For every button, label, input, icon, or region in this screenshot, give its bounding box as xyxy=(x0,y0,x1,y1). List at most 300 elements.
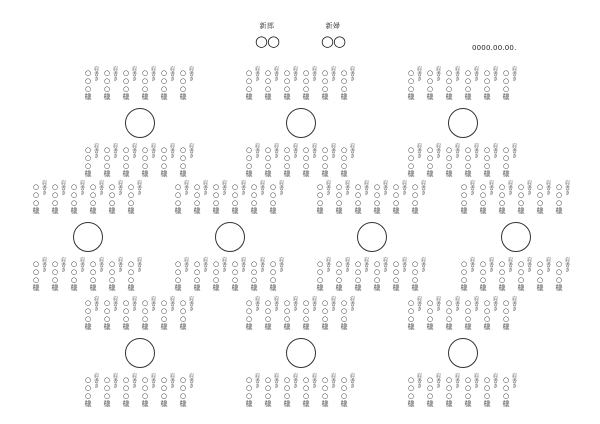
guest-name: ○○○様 xyxy=(502,146,510,177)
guest-name: ○○○様 xyxy=(32,260,40,291)
guest-seat xyxy=(282,143,301,177)
guest-seat xyxy=(140,66,159,100)
guest-seat xyxy=(339,66,358,100)
guest-title: 肩書き xyxy=(60,257,66,272)
guest-title: 肩書き xyxy=(545,180,551,195)
seat-row-bottom xyxy=(244,143,358,177)
guest-seat xyxy=(459,257,478,291)
guest-name: ○○○様 xyxy=(502,376,510,407)
guest-title: 肩書き xyxy=(188,373,194,388)
guest-name: ○○○様 xyxy=(483,376,491,407)
guest-name: ○○○様 xyxy=(51,260,59,291)
guest-name: ○○○様 xyxy=(555,260,563,291)
guest-seat xyxy=(463,373,482,407)
guest-title: 肩書き xyxy=(98,257,104,272)
guest-seat xyxy=(497,257,516,291)
guest-name: ○○○様 xyxy=(426,299,434,330)
guest-name: ○○○様 xyxy=(445,299,453,330)
guest-title: 肩書き xyxy=(240,180,246,195)
guest-seat xyxy=(121,66,140,100)
guest-seat xyxy=(230,257,249,291)
guest-name: ○○○様 xyxy=(460,183,468,214)
guest-title: 肩書き xyxy=(117,257,123,272)
guest-name: ○○○様 xyxy=(264,376,272,407)
guest-title: 肩書き xyxy=(254,66,260,81)
guest-title: 肩書き xyxy=(416,66,422,81)
guest-name: ○○○様 xyxy=(122,376,130,407)
guest-title: 肩書き xyxy=(507,257,513,272)
guest-title: 肩書き xyxy=(188,66,194,81)
guest-seat xyxy=(516,180,535,214)
guest-name: ○○○様 xyxy=(498,260,506,291)
guest-name: ○○○様 xyxy=(160,299,168,330)
guest-seat xyxy=(554,257,573,291)
guest-name: ○○○様 xyxy=(84,69,92,100)
guest-seat xyxy=(192,257,211,291)
bride-block xyxy=(313,22,353,49)
guest-seat xyxy=(173,180,192,214)
guest-name: ○○○様 xyxy=(245,69,253,100)
guest-seat xyxy=(263,296,282,330)
guest-name: ○○○様 xyxy=(302,299,310,330)
guest-seat xyxy=(244,66,263,100)
guest-title: 肩書き xyxy=(93,143,99,158)
guest-title: 肩書き xyxy=(60,180,66,195)
guest-seat xyxy=(211,180,230,214)
guest-name: ○○○様 xyxy=(103,146,111,177)
guest-title: 肩書き xyxy=(169,373,175,388)
guest-seat xyxy=(320,66,339,100)
guest-title: 肩書き xyxy=(254,373,260,388)
guest-title: 肩書き xyxy=(278,257,284,272)
round-table xyxy=(501,222,531,252)
guest-name: ○○○様 xyxy=(84,376,92,407)
guest-seat xyxy=(315,180,334,214)
groom-name: ○○ xyxy=(254,32,280,50)
guest-name: ○○○様 xyxy=(32,183,40,214)
guest-name: ○○○様 xyxy=(407,146,415,177)
guest-title: 肩書き xyxy=(435,373,441,388)
guest-name: ○○○様 xyxy=(340,69,348,100)
guest-title: 肩書き xyxy=(254,296,260,311)
guest-title: 肩書き xyxy=(382,257,388,272)
guest-seat xyxy=(282,373,301,407)
guest-title: 肩書き xyxy=(325,180,331,195)
guest-name: ○○○様 xyxy=(517,260,525,291)
guest-name: ○○○様 xyxy=(464,69,472,100)
guest-title: 肩書き xyxy=(150,373,156,388)
guest-name: ○○○様 xyxy=(283,299,291,330)
guest-name: ○○○様 xyxy=(84,146,92,177)
guest-name: ○○○様 xyxy=(479,183,487,214)
guest-name: ○○○様 xyxy=(141,69,149,100)
round-table xyxy=(73,222,103,252)
guest-name: ○○○様 xyxy=(179,376,187,407)
guest-seat xyxy=(459,180,478,214)
guest-seat xyxy=(121,373,140,407)
guest-name: ○○○様 xyxy=(536,183,544,214)
guest-name: ○○○様 xyxy=(483,146,491,177)
guest-title: 肩書き xyxy=(136,180,142,195)
guest-name: ○○○様 xyxy=(464,299,472,330)
guest-title: 肩書き xyxy=(150,66,156,81)
guest-name: ○○○様 xyxy=(502,69,510,100)
guest-title: 肩書き xyxy=(511,373,517,388)
guest-title: 肩書き xyxy=(511,296,517,311)
guest-seat xyxy=(334,257,353,291)
guest-title: 肩書き xyxy=(473,296,479,311)
guest-seat xyxy=(230,180,249,214)
guest-title: 肩書き xyxy=(202,180,208,195)
guest-name: ○○○様 xyxy=(283,146,291,177)
guest-seat xyxy=(249,180,268,214)
guest-name: ○○○様 xyxy=(464,146,472,177)
guest-seat xyxy=(126,180,145,214)
guest-name: ○○○様 xyxy=(426,146,434,177)
guest-seat xyxy=(410,180,429,214)
guest-name: ○○○様 xyxy=(483,69,491,100)
round-table xyxy=(286,338,316,368)
guest-title: 肩書き xyxy=(169,66,175,81)
guest-name: ○○○様 xyxy=(212,183,220,214)
guest-title: 肩書き xyxy=(401,257,407,272)
guest-title: 肩書き xyxy=(454,296,460,311)
guest-seat xyxy=(315,257,334,291)
guest-title: 肩書き xyxy=(259,257,265,272)
guest-title: 肩書き xyxy=(273,296,279,311)
guest-seat xyxy=(83,373,102,407)
guest-title: 肩書き xyxy=(545,257,551,272)
guest-seat xyxy=(406,296,425,330)
guest-title: 肩書き xyxy=(454,143,460,158)
guest-title: 肩書き xyxy=(416,296,422,311)
guest-title: 肩書き xyxy=(202,257,208,272)
guest-name: ○○○様 xyxy=(407,376,415,407)
round-table xyxy=(286,108,316,138)
guest-title: 肩書き xyxy=(112,143,118,158)
guest-seat xyxy=(501,66,520,100)
guest-name: ○○○様 xyxy=(103,69,111,100)
guest-name: ○○○様 xyxy=(127,260,135,291)
guest-title: 肩書き xyxy=(564,180,570,195)
guest-name: ○○○様 xyxy=(340,376,348,407)
guest-name: ○○○様 xyxy=(245,376,253,407)
bride-name: ○○ xyxy=(320,32,346,50)
guest-seat xyxy=(372,257,391,291)
guest-title: 肩書き xyxy=(382,180,388,195)
guest-seat xyxy=(320,296,339,330)
guest-name: ○○○様 xyxy=(335,260,343,291)
guest-seat xyxy=(50,257,69,291)
guest-title: 肩書き xyxy=(435,143,441,158)
seat-row-top xyxy=(83,296,197,330)
guest-seat xyxy=(406,66,425,100)
guest-seat xyxy=(121,296,140,330)
round-table xyxy=(448,338,478,368)
guest-title: 肩書き xyxy=(183,257,189,272)
guest-title: 肩書き xyxy=(325,257,331,272)
seat-row-bottom xyxy=(459,257,573,291)
guest-name: ○○○様 xyxy=(250,183,258,214)
guest-title: 肩書き xyxy=(473,66,479,81)
guest-name: ○○○様 xyxy=(302,146,310,177)
guest-name: ○○○様 xyxy=(483,299,491,330)
guest-title: 肩書き xyxy=(112,66,118,81)
guest-seat xyxy=(159,66,178,100)
guest-title: 肩書き xyxy=(349,66,355,81)
guest-title: 肩書き xyxy=(473,373,479,388)
guest-title: 肩書き xyxy=(492,373,498,388)
guest-name: ○○○様 xyxy=(103,299,111,330)
guest-seat xyxy=(83,66,102,100)
guest-name: ○○○様 xyxy=(179,69,187,100)
guest-title: 肩書き xyxy=(131,296,137,311)
guest-seat xyxy=(372,180,391,214)
seat-row-top xyxy=(244,296,358,330)
guest-name: ○○○様 xyxy=(392,260,400,291)
guest-seat xyxy=(83,296,102,330)
guest-seat xyxy=(159,143,178,177)
guest-name: ○○○様 xyxy=(354,183,362,214)
guest-name: ○○○様 xyxy=(426,69,434,100)
guest-seat xyxy=(425,66,444,100)
guest-title: 肩書き xyxy=(492,143,498,158)
guest-title: 肩書き xyxy=(349,373,355,388)
guest-name: ○○○様 xyxy=(84,299,92,330)
guest-title: 肩書き xyxy=(93,66,99,81)
guest-name: ○○○様 xyxy=(321,69,329,100)
seat-row-top xyxy=(31,180,145,214)
guest-title: 肩書き xyxy=(492,296,498,311)
guest-seat xyxy=(263,143,282,177)
guest-seat xyxy=(482,143,501,177)
guest-name: ○○○様 xyxy=(212,260,220,291)
guest-name: ○○○様 xyxy=(536,260,544,291)
guest-seat xyxy=(482,66,501,100)
seat-row-top xyxy=(406,296,520,330)
guest-name: ○○○様 xyxy=(89,260,97,291)
guest-title: 肩書き xyxy=(273,143,279,158)
guest-title: 肩書き xyxy=(131,143,137,158)
guest-name: ○○○様 xyxy=(340,299,348,330)
guest-name: ○○○様 xyxy=(141,299,149,330)
guest-seat xyxy=(425,373,444,407)
guest-name: ○○○様 xyxy=(245,146,253,177)
guest-name: ○○○様 xyxy=(445,69,453,100)
guest-seat xyxy=(410,257,429,291)
guest-seat xyxy=(31,257,50,291)
guest-title: 肩書き xyxy=(93,296,99,311)
guest-title: 肩書き xyxy=(93,373,99,388)
guest-seat xyxy=(159,296,178,330)
guest-seat xyxy=(69,257,88,291)
guest-name: ○○○様 xyxy=(231,183,239,214)
guest-seat xyxy=(178,296,197,330)
guest-seat xyxy=(88,257,107,291)
guest-name: ○○○様 xyxy=(354,260,362,291)
guest-name: ○○○様 xyxy=(179,299,187,330)
guest-name: ○○○様 xyxy=(335,183,343,214)
guest-name: ○○○様 xyxy=(89,183,97,214)
guest-seat xyxy=(178,66,197,100)
guest-name: ○○○様 xyxy=(460,260,468,291)
guest-name: ○○○様 xyxy=(264,146,272,177)
guest-seat xyxy=(244,296,263,330)
guest-name: ○○○様 xyxy=(445,146,453,177)
guest-seat xyxy=(301,373,320,407)
guest-title: 肩書き xyxy=(292,143,298,158)
guest-seat xyxy=(69,180,88,214)
guest-name: ○○○様 xyxy=(373,183,381,214)
guest-seat xyxy=(173,257,192,291)
guest-name: ○○○様 xyxy=(108,183,116,214)
guest-name: ○○○様 xyxy=(321,299,329,330)
guest-seat xyxy=(263,66,282,100)
guest-name: ○○○様 xyxy=(160,376,168,407)
guest-seat xyxy=(249,257,268,291)
guest-seat xyxy=(244,373,263,407)
guest-name: ○○○様 xyxy=(179,146,187,177)
guest-seat xyxy=(121,143,140,177)
guest-seat xyxy=(516,257,535,291)
guest-seat xyxy=(554,180,573,214)
guest-title: 肩書き xyxy=(311,66,317,81)
guest-seat xyxy=(353,180,372,214)
guest-title: 肩書き xyxy=(507,180,513,195)
guest-name: ○○○様 xyxy=(302,376,310,407)
guest-name: ○○○様 xyxy=(321,376,329,407)
guest-name: ○○○様 xyxy=(283,69,291,100)
guest-title: 肩書き xyxy=(240,257,246,272)
guest-title: 肩書き xyxy=(169,296,175,311)
guest-seat xyxy=(140,373,159,407)
guest-name: ○○○様 xyxy=(264,299,272,330)
guest-seat xyxy=(31,180,50,214)
guest-name: ○○○様 xyxy=(445,376,453,407)
guest-seat xyxy=(406,143,425,177)
seat-row-bottom xyxy=(83,373,197,407)
guest-name: ○○○様 xyxy=(479,260,487,291)
guest-name: ○○○様 xyxy=(373,260,381,291)
guest-name: ○○○様 xyxy=(517,183,525,214)
guest-title: 肩書き xyxy=(112,296,118,311)
guest-name: ○○○様 xyxy=(264,69,272,100)
guest-title: 肩書き xyxy=(363,180,369,195)
groom-block xyxy=(247,22,287,49)
seat-row-top xyxy=(315,180,429,214)
guest-name: ○○○様 xyxy=(141,146,149,177)
guest-title: 肩書き xyxy=(41,257,47,272)
seat-row-bottom xyxy=(173,257,287,291)
seat-row-bottom xyxy=(244,373,358,407)
guest-title: 肩書き xyxy=(416,143,422,158)
guest-title: 肩書き xyxy=(330,296,336,311)
guest-name: ○○○様 xyxy=(316,260,324,291)
guest-seat xyxy=(301,296,320,330)
guest-name: ○○○様 xyxy=(193,183,201,214)
seat-row-bottom xyxy=(31,257,145,291)
seat-row-bottom xyxy=(315,257,429,291)
guest-seat xyxy=(501,296,520,330)
guest-title: 肩書き xyxy=(526,257,532,272)
guest-name: ○○○様 xyxy=(250,260,258,291)
guest-seat xyxy=(140,143,159,177)
guest-seat xyxy=(463,296,482,330)
guest-seat xyxy=(406,373,425,407)
guest-title: 肩書き xyxy=(292,373,298,388)
guest-seat xyxy=(263,373,282,407)
guest-title: 肩書き xyxy=(330,143,336,158)
guest-name: ○○○様 xyxy=(392,183,400,214)
guest-seat xyxy=(478,180,497,214)
guest-title: 肩書き xyxy=(349,296,355,311)
guest-name: ○○○様 xyxy=(340,146,348,177)
guest-title: 肩書き xyxy=(311,143,317,158)
guest-seat xyxy=(282,66,301,100)
guest-seat xyxy=(501,373,520,407)
guest-seat xyxy=(444,66,463,100)
guest-seat xyxy=(178,373,197,407)
guest-title: 肩書き xyxy=(511,143,517,158)
round-table xyxy=(215,222,245,252)
guest-title: 肩書き xyxy=(169,143,175,158)
guest-title: 肩書き xyxy=(292,296,298,311)
guest-title: 肩書き xyxy=(79,180,85,195)
guest-title: 肩書き xyxy=(511,66,517,81)
guest-name: ○○○様 xyxy=(127,183,135,214)
guest-seat xyxy=(102,296,121,330)
guest-title: 肩書き xyxy=(254,143,260,158)
seat-row-top xyxy=(244,66,358,100)
guest-name: ○○○様 xyxy=(231,260,239,291)
guest-title: 肩書き xyxy=(349,143,355,158)
guest-title: 肩書き xyxy=(401,180,407,195)
guest-title: 肩書き xyxy=(117,180,123,195)
guest-name: ○○○様 xyxy=(122,69,130,100)
guest-title: 肩書き xyxy=(79,257,85,272)
seat-row-top xyxy=(459,180,573,214)
guest-title: 肩書き xyxy=(330,66,336,81)
guest-seat xyxy=(268,257,287,291)
guest-title: 肩書き xyxy=(454,66,460,81)
guest-seat xyxy=(497,180,516,214)
guest-title: 肩書き xyxy=(273,66,279,81)
event-date: 0000.00.00. xyxy=(472,44,517,52)
seat-row-top xyxy=(406,66,520,100)
guest-title: 肩書き xyxy=(98,180,104,195)
guest-seat xyxy=(107,257,126,291)
round-table xyxy=(448,108,478,138)
guest-seat xyxy=(244,143,263,177)
guest-name: ○○○様 xyxy=(411,183,419,214)
guest-name: ○○○様 xyxy=(103,376,111,407)
guest-name: ○○○様 xyxy=(302,69,310,100)
guest-seat xyxy=(391,257,410,291)
guest-title: 肩書き xyxy=(112,373,118,388)
guest-seat xyxy=(444,296,463,330)
guest-title: 肩書き xyxy=(473,143,479,158)
guest-title: 肩書き xyxy=(292,66,298,81)
guest-seat xyxy=(320,143,339,177)
guest-seat xyxy=(535,180,554,214)
round-table xyxy=(357,222,387,252)
guest-name: ○○○様 xyxy=(407,69,415,100)
guest-title: 肩書き xyxy=(344,257,350,272)
guest-title: 肩書き xyxy=(363,257,369,272)
guest-title: 肩書き xyxy=(136,257,142,272)
guest-title: 肩書き xyxy=(344,180,350,195)
groom-label: 新郎 xyxy=(259,22,275,30)
